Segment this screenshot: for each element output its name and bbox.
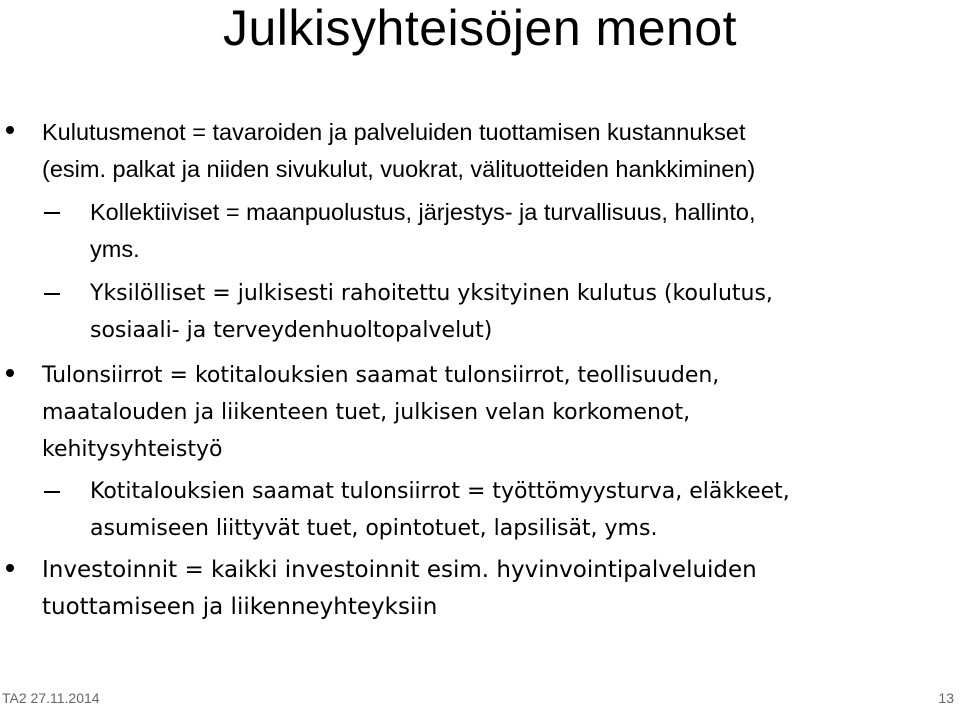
bullet-line: (esim. palkat ja niiden sivukulut, vuokrat, välituotteiden hankkiminen) [42, 156, 756, 182]
bullet-item [42, 357, 719, 468]
bullet-line: Tulonsiirrot = kotitalouksien saamat tulonsiirrot, teollisuuden, [42, 363, 720, 388]
page-number: 13 [938, 690, 954, 706]
bullet-line: Yksilölliset = julkisesti rahoitettu yksityinen kulutus (koulutus, [90, 281, 773, 306]
bullet-dash-icon [44, 212, 60, 214]
bullet-line: Investoinnit = kaikki investoinnit esim. hyvinvointipalveluiden [42, 557, 757, 583]
bullet-dot-icon [6, 126, 14, 134]
bullet-line: asumiseen liittyvät tuet, opintotuet, lapsilisät, yms. [90, 516, 658, 541]
sub-bullet-item [90, 473, 790, 547]
sub-bullet-item [90, 275, 773, 349]
sub-bullet-item [90, 194, 755, 268]
bullet-dot-icon [6, 564, 14, 572]
bullet-dot-icon [6, 369, 14, 377]
bullet-line: maatalouden ja liikenteen tuet, julkisen velan korkomenot, [42, 400, 691, 425]
footer-date: TA2 27.11.2014 [2, 690, 100, 706]
bullet-dash-icon [44, 491, 60, 493]
bullet-item [42, 114, 755, 188]
bullet-line: Kotitalouksien saamat tulonsiirrot = työttömyysturva, eläkkeet, [90, 479, 790, 504]
bullet-line: yms. [90, 236, 140, 262]
bullet-line: Kulutusmenot = tavaroiden ja palveluiden tuottamisen kustannukset [42, 119, 746, 145]
bullet-line: sosiaali- ja terveydenhuoltopalvelut) [90, 318, 493, 343]
bullet-dash-icon [44, 293, 60, 295]
slide-title: Julkisyhteisöjen menot [222, 0, 738, 56]
bullet-line: kehitysyhteistyö [42, 437, 223, 462]
bullet-line: tuottamiseen ja liikenneyhteyksiin [42, 594, 438, 620]
bullet-line: Kollektiiviset = maanpuolustus, järjestys- ja turvallisuus, hallinto, [90, 199, 756, 225]
bullet-item [42, 552, 757, 626]
